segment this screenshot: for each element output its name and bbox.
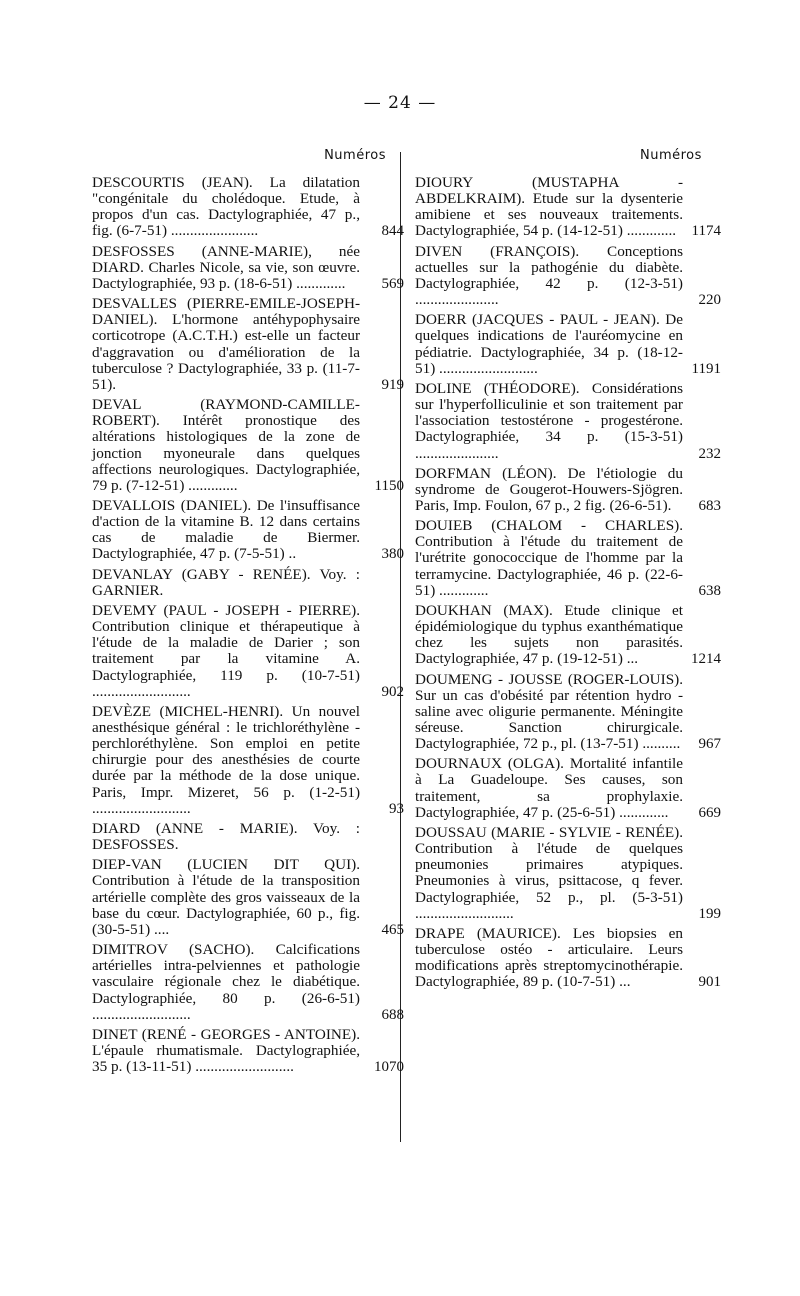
entry-number: 1191 [691, 360, 721, 377]
bibliography-entry [415, 517, 721, 599]
page-number: — 24 — [363, 93, 437, 113]
bibliography-entry [415, 755, 721, 821]
entry-text: DOUKHAN (MAX). Etude clinique et épidémiologique du typhus exanthématique chez les sujets non parasités. Dactylographiée, 47 p. (19-12-51) ... [415, 601, 683, 668]
bibliography-entry [415, 311, 721, 377]
entry-number: 669 [698, 804, 721, 821]
entry-text: DIVEN (FRANÇOIS). Conceptions actuelles sur la pathogénie du diabète. Dactylographiée, 42 p. (12-3-51) ...................... [415, 242, 683, 309]
entry-number: 638 [698, 582, 721, 599]
entry-number: 220 [698, 292, 721, 309]
bibliography-entry [92, 242, 404, 292]
entry-text: DEVALLOIS (DANIEL). De l'insuffisance d'action de la vitamine B. 12 dans certains cas de maladie de Biermer. Dactylographiée, 47 p. (7-5-51) .. [92, 496, 360, 563]
bibliography-entry [92, 941, 404, 1023]
entry-text: DIARD (ANNE - MARIE). Voy. : DESFOSSES. [92, 819, 360, 854]
entry-text: DOUSSAU (MARIE - SYLVIE - RENÉE). Contribution à l'étude de quelques pneumonies primaires atypiques. Pneumonies à virus, psittacose, q fever. Dactylographiée, 52 p., pl. (5-3-51) .......................... [415, 823, 683, 922]
entry-text: DOUIEB (CHALOM - CHARLES). Contribution à l'étude du traitement de l'urétrite gonococcique de l'homme par la terramycine. Dactylographiée, 46 p. (22-6-51) ............. [415, 517, 683, 599]
entry-number: 465 [381, 921, 404, 938]
entry-number: 93 [389, 800, 404, 817]
bibliography-entry [92, 396, 404, 494]
bibliography-entry [415, 670, 721, 753]
bibliography-entry [415, 174, 721, 240]
cross-reference-entry [92, 821, 392, 853]
left-column [92, 174, 404, 1079]
entry-number: 569 [381, 275, 404, 292]
entry-text: DESFOSSES (ANNE-MARIE), née DIARD. Charles Nicole, sa vie, son œuvre. Dactylographiée, 93 p. (18-6-51) ............. [92, 242, 360, 292]
entry-number: 688 [381, 1006, 404, 1023]
bibliography-entry [92, 174, 404, 240]
right-column [415, 174, 721, 995]
left-column-header: Numéros [324, 148, 386, 163]
entry-text: DESVALLES (PIERRE-EMILE-JOSEPH-DANIEL). L'hormone antéhypophysaire corticotrope (A.C.T.H.) est-elle un facteur d'aggravation ou d'amélioration de la tuberculose ? Dactylographiée, 33 p. (11-7-51). [92, 295, 360, 393]
entry-text: DOURNAUX (OLGA). Mortalité infantile à La Guadeloupe. Ses causes, son traitement, sa prophylaxie. Dactylographiée, 47 p. (25-6-51) ............. [415, 755, 683, 821]
bibliography-entry [415, 924, 721, 991]
entry-text: DEVAL (RAYMOND-CAMILLE-ROBERT). Intérêt pronostique des altérations histologiques de la zone de jonction myoneurale dans quelques affections neurologiques. Dactylographiée, 79 p. (7-12-51) ............. [92, 396, 360, 494]
entry-number: 683 [698, 497, 721, 514]
entry-number: 380 [381, 546, 404, 563]
entry-text: DRAPE (MAURICE). Les biopsies en tuberculose ostéo - articulaire. Leurs modifications après streptomycinothérapie. Dactylographiée, 89 p. (10-7-51) ... [415, 924, 683, 991]
entry-number: 1214 [691, 651, 721, 668]
entry-number: 919 [381, 376, 404, 393]
entry-number: 844 [381, 223, 404, 240]
bibliography-entry [92, 702, 404, 817]
entry-text: DOUMENG - JOUSSE (ROGER-LOUIS). Sur un cas d'obésité par rétention hydro - saline avec oligurie permanente. Méningite séreuse. Sanction chirurgicale. Dactylographiée, 72 p., pl. (13-7-51) .......... [415, 670, 683, 753]
bibliography-entry [92, 496, 404, 563]
bibliography-entry [92, 601, 404, 700]
entry-text: DIOURY (MUSTAPHA - ABDELKRAIM). Etude sur la dysenterie amibiene et ses nouveaux traitements. Dactylographiée, 54 p. (14-12-51) ............. [415, 174, 683, 240]
entry-number: 1174 [691, 223, 721, 240]
bibliography-entry [415, 379, 721, 462]
bibliography-entry [92, 1025, 404, 1076]
entry-number: 902 [381, 683, 404, 700]
column-divider [400, 152, 401, 1142]
entry-text: DIEP-VAN (LUCIEN DIT QUI). Contribution à l'étude de la transposition artérielle complète des gros vaisseaux de la base du cœur. Dactylographiée, 60 p., fig. (30-5-51) .... [92, 856, 360, 938]
entry-number: 199 [698, 905, 721, 922]
bibliography-entry [415, 823, 721, 922]
entry-number: 901 [698, 974, 721, 991]
entry-text: DOLINE (THÉODORE). Considérations sur l'hyperfolliculinie et son traitement par l'association testostérone - progestérone. Dactylographiée, 34 p. (15-3-51) ...................... [415, 379, 683, 462]
entry-text: DESCOURTIS (JEAN). La dilatation "congénitale du cholédoque. Etude, à propos d'un cas. Dactylographiée, 47 p., fig. (6-7-51) ....................... [92, 174, 360, 240]
entry-text: DIMITROV (SACHO). Calcifications artérielles intra-pelviennes et pathologie vasculaire régionale chez le diabétique. Dactylographiée, 80 p. (26-6-51) .......................... [92, 941, 360, 1023]
entry-text: DEVANLAY (GABY - RENÉE). Voy. : GARNIER. [92, 565, 360, 599]
entry-text: DEVEMY (PAUL - JOSEPH - PIERRE). Contribution clinique et thérapeutique à l'étude de la maladie de Darier ; son traitement par la vitamine A. Dactylographiée, 119 p. (10-7-51) .......................... [92, 601, 360, 700]
entry-text: DOERR (JACQUES - PAUL - JEAN). De quelques indications de l'auréomycine en pédiatrie. Dactylographiée, 34 p. (18-12-51) .......................... [415, 311, 683, 377]
bibliography-entry [92, 856, 404, 938]
bibliography-entry [415, 464, 721, 514]
entry-text: DINET (RENÉ - GEORGES - ANTOINE). L'épaule rhumatismale. Dactylographiée, 35 p. (13-11-51) .......................... [92, 1025, 360, 1076]
entry-number: 1070 [374, 1059, 404, 1076]
entry-number: 967 [698, 736, 721, 753]
bibliography-entry [415, 601, 721, 668]
cross-reference-entry [92, 567, 392, 599]
right-column-header: Numéros [640, 148, 702, 163]
entry-text: DEVÈZE (MICHEL-HENRI). Un nouvel anesthésique général : le trichloréthylène - perchloréthylène. Son emploi en petite chirurgie pour des anesthésies de courte durée par la méthode de la dose unique. Paris, Impr. Mizeret, 56 p. (1-2-51) .......................... [92, 702, 360, 817]
entry-text: DORFMAN (LÉON). De l'étiologie du syndrome de Gougerot-Houwers-Sjögren. Paris, Imp. Foulon, 67 p., 2 fig. (26-6-51). [415, 464, 683, 514]
entry-number: 232 [698, 445, 721, 462]
entry-number: 1150 [374, 477, 404, 494]
bibliography-entry [415, 242, 721, 309]
bibliography-entry [92, 295, 404, 393]
